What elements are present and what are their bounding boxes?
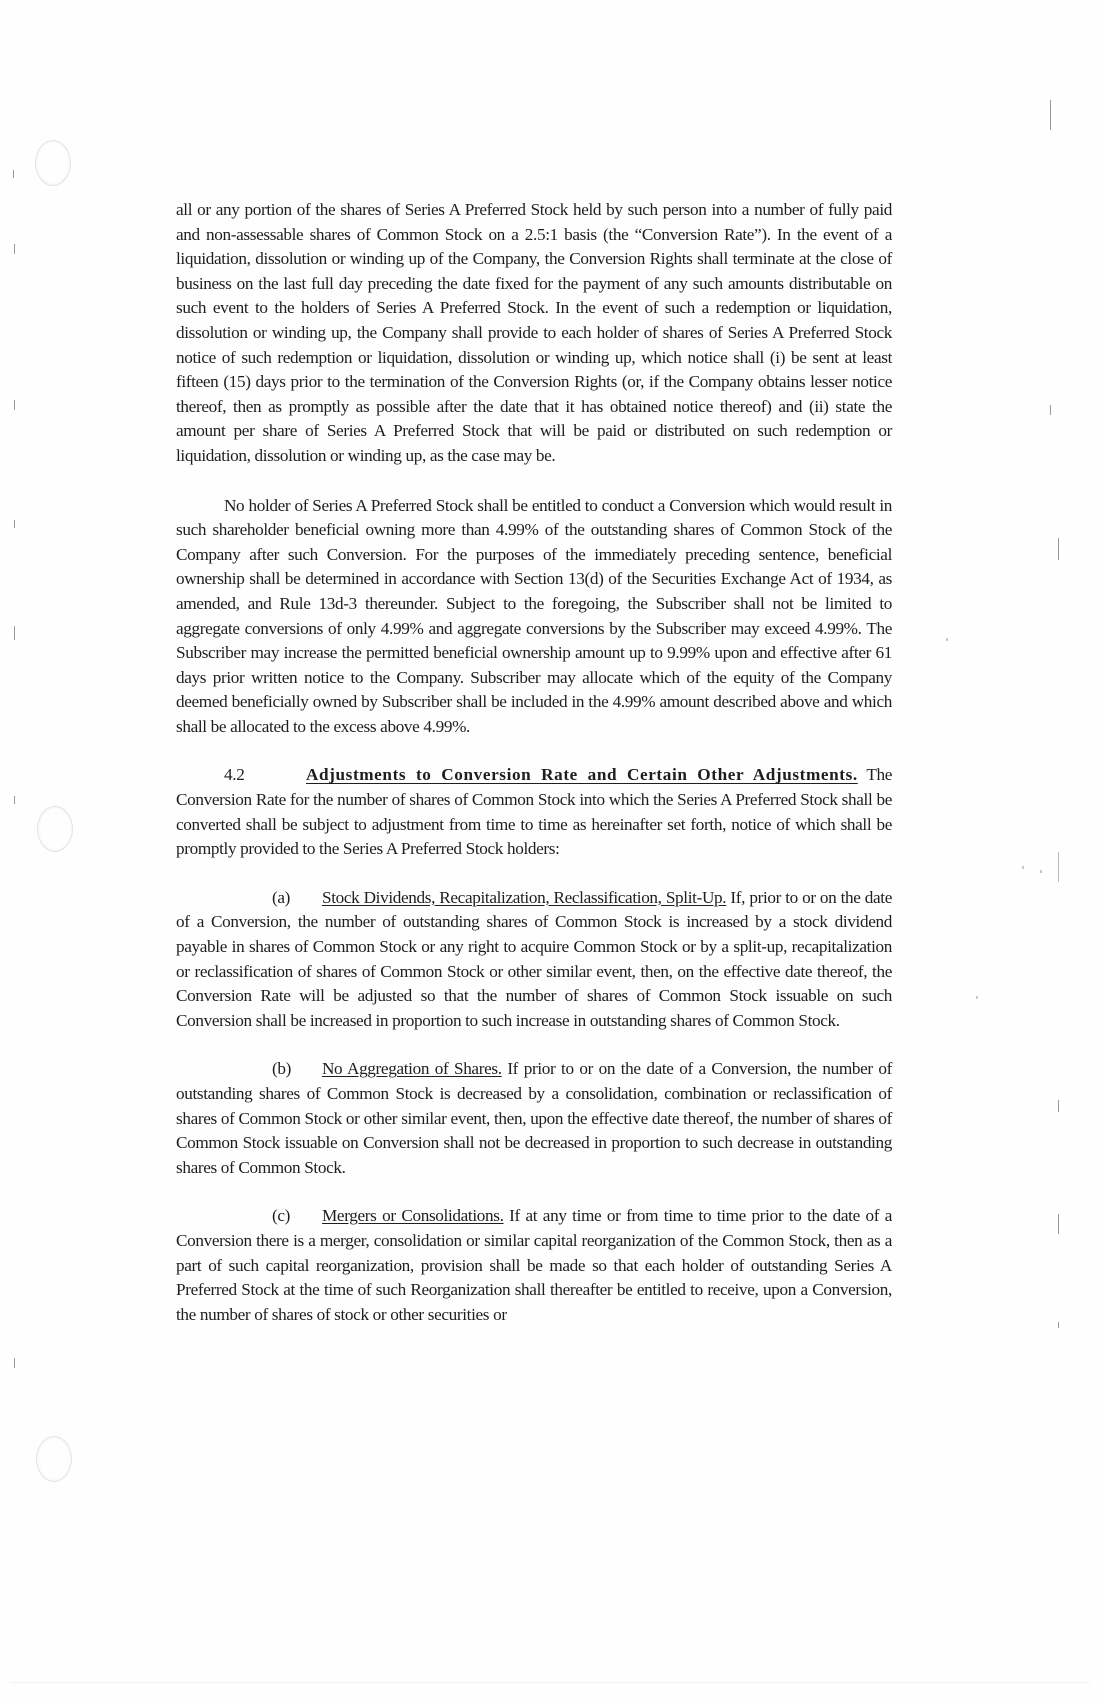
subsection-body: If at any time or from time to time prior to the date of a Conversion there is a merger, consolidation or similar capital reorganization of the Common Stock, then as a part of such capital reorganization, provision shall be made so that each holder of outstanding Series A Preferred Stock at the time of such Reorganization shall thereafter be entitled to receive, upon a Conversion, the number of shares of stock or other securities or <box>176 1206 892 1324</box>
subsection-label: (c) <box>272 1206 291 1226</box>
subsection-a <box>176 886 892 1034</box>
scan-speck <box>946 638 948 641</box>
margin-mark <box>14 796 15 804</box>
margin-mark <box>14 626 15 640</box>
subsection-label: (b) <box>272 1059 291 1079</box>
paragraph-beneficial-ownership-limit: No holder of Series A Preferred Stock shall be entitled to conduct a Conversion which would result in such shareholder beneficial owning more than 4.99% of the outstanding shares of Common Stock of the Company after such Conversion. For the purposes of the immediately preceding sentence, beneficial ownership shall be determined in accordance with Section 13(d) of the Securities Exchange Act of 1934, as amended, and Rule 13d-3 thereunder. Subject to the foregoing, the Subscriber shall not be limited to aggregate conversions of only 4.99% and aggregate conversions by the Subscriber may exceed 4.99%. The Subscriber may increase the permitted beneficial ownership amount up to 9.99% upon and effective after 61 days prior written notice to the Company. Subscriber may allocate which of the equity of the Company deemed beneficially owned by Subscriber shall be included in the 4.99% amount described above and which shall be allocated to the excess above 4.99%. <box>176 495 892 736</box>
scan-speck <box>1040 870 1042 873</box>
margin-mark <box>14 520 15 528</box>
scan-speck <box>976 996 978 999</box>
subsection-b <box>176 1057 892 1180</box>
section-4-2 <box>176 763 892 861</box>
margin-mark <box>1058 538 1059 560</box>
section-heading: Adjustments to Conversion Rate and Certain Other Adjustments. <box>306 765 858 785</box>
scan-speck <box>1022 866 1024 869</box>
margin-mark <box>14 244 15 254</box>
margin-mark <box>13 170 14 178</box>
margin-mark <box>1058 1214 1059 1234</box>
subsection-label: (a) <box>272 887 291 907</box>
margin-mark <box>1050 405 1051 415</box>
margin-mark <box>1058 852 1059 882</box>
subsection-heading: No Aggregation of Shares. <box>322 1059 502 1079</box>
margin-mark <box>1058 1100 1059 1112</box>
subsection-body: If prior to or on the date of a Conversion, the number of outstanding shares of Common Stock is decreased by a consolidation, combination or reclassification of shares of Common Stock or other similar event, then, upon the effective date thereof, the number of shares of Common Stock issuable on Conversion shall not be decreased in proportion to such decrease in outstanding shares of Common Stock. <box>176 1059 893 1177</box>
punch-hole-middle <box>37 806 73 852</box>
paragraph-conversion-continued: all or any portion of the shares of Series A Preferred Stock held by such person into a number of fully paid and non-assessable shares of Common Stock on a 2.5:1 basis (the “Conversion Rate”). In the event of a liquidation, dissolution or winding up of the Company, the Conversion Rights shall terminate at the close of business on the last full day preceding the date fixed for the payment of any such amounts distributable on such event to the holders of Series A Preferred Stock. In the event of such a redemption or liquidation, dissolution or winding up, the Company shall provide to each holder of shares of Series A Preferred Stock notice of such redemption or liquidation, dissolution or winding up, which notice shall (i) be sent at least fifteen (15) days prior to the termination of the Conversion Rights (or, if the Company obtains lesser notice thereof, then as promptly as possible after the date that it has obtained notice thereof) and (ii) state the amount per share of Series A Preferred Stock that will be paid or distributed on such redemption or liquidation, dissolution or winding up, as the case may be. <box>176 200 892 465</box>
subsection-heading: Mergers or Consolidations. <box>322 1206 504 1226</box>
punch-hole-top <box>35 140 71 186</box>
punch-hole-bottom <box>36 1436 72 1482</box>
margin-mark <box>14 400 15 410</box>
section-body: The Conversion Rate for the number of shares of Common Stock into which the Series A Preferred Stock shall be converted shall be subject to adjustment from time to time as hereinafter set forth, notice of which shall be promptly provided to the Series A Preferred Stock holders: <box>176 765 892 859</box>
section-number: 4.2 <box>224 765 245 785</box>
margin-mark <box>14 1358 15 1368</box>
subsection-heading: Stock Dividends, Recapitalization, Reclassification, Split-Up. <box>322 887 727 907</box>
subsection-body: If, prior to or on the date of a Conversion, the number of outstanding shares of Common Stock is increased by a stock dividend payable in shares of Common Stock or any right to acquire Common Stock or by a split-up, recapitalization or reclassification of shares of Common Stock or other similar event, then, on the effective date thereof, the Conversion Rate will be adjusted so that the number of shares of Common Stock issuable on such Conversion shall be increased in proportion to such increase in outstanding shares of Common Stock. <box>176 887 892 1030</box>
subsection-c <box>176 1204 892 1327</box>
margin-mark <box>1058 1322 1059 1328</box>
faint-footer-line <box>10 1682 1090 1683</box>
document-body <box>176 198 892 1327</box>
margin-mark <box>1050 100 1051 130</box>
